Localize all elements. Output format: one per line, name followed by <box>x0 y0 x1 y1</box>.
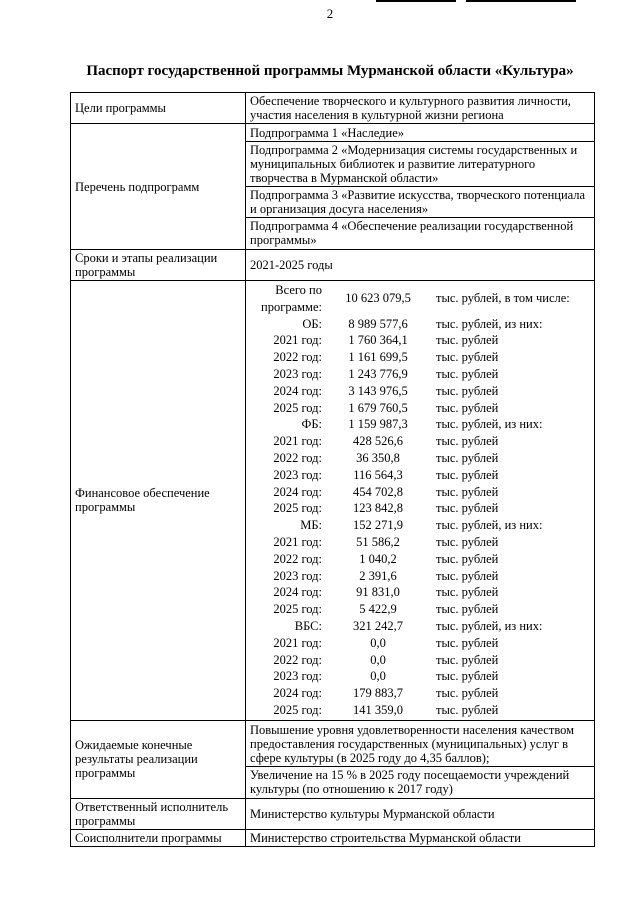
finance-key: 2021 год: <box>273 434 322 449</box>
table-row <box>71 829 595 846</box>
finance-line <box>250 601 590 618</box>
row-value: 2021-2025 годы <box>246 250 595 281</box>
finance-key: 2025 год: <box>273 501 322 516</box>
finance-unit: тыс. рублей <box>436 585 499 600</box>
finance-line <box>250 702 590 719</box>
finance-amount: 1 159 987,3 <box>348 417 408 432</box>
finance-unit: тыс. рублей <box>436 669 499 684</box>
finance-key: Всего по программе: <box>261 283 322 314</box>
finance-amount: 141 359,0 <box>353 702 403 717</box>
finance-line <box>250 668 590 685</box>
list-item: Подпрограмма 3 «Развитие искусства, творческого потенциала и организация досуга населения» <box>246 187 594 218</box>
finance-amount: 428 526,6 <box>353 434 403 449</box>
finance-amount: 454 702,8 <box>353 484 403 499</box>
finance-key: 2022 год: <box>273 450 322 465</box>
finance-unit: тыс. рублей <box>436 450 499 465</box>
finance-unit: тыс. рублей, из них: <box>436 618 543 633</box>
finance-amount: 152 271,9 <box>353 518 403 533</box>
finance-amount: 3 143 976,5 <box>348 383 408 398</box>
subprogram-list <box>246 124 595 250</box>
finance-line <box>250 584 590 601</box>
list-item: Подпрограмма 1 «Наследие» <box>246 125 594 142</box>
finance-key: ВБС: <box>294 618 322 633</box>
finance-line <box>250 366 590 383</box>
finance-unit: тыс. рублей <box>436 652 499 667</box>
finance-line <box>250 635 590 652</box>
finance-line <box>250 551 590 568</box>
finance-line <box>250 685 590 702</box>
finance-line <box>250 467 590 484</box>
program-passport-table <box>70 92 595 847</box>
finance-unit: тыс. рублей, в том числе: <box>436 291 570 306</box>
table-row <box>71 250 595 281</box>
finance-key: 2023 год: <box>273 568 322 583</box>
finance-line <box>250 517 590 534</box>
finance-key: 2025 год: <box>273 602 322 617</box>
finance-key: 2021 год: <box>273 534 322 549</box>
row-label: Финансовое обеспечение программы <box>71 281 246 721</box>
finance-key: 2024 год: <box>273 686 322 701</box>
finance-unit: тыс. рублей <box>436 568 499 583</box>
finance-amount: 10 623 079,5 <box>345 291 411 306</box>
finance-key: 2024 год: <box>273 383 322 398</box>
row-label: Ожидаемые конечные результаты реализации программы <box>71 720 246 798</box>
list-item: Подпрограмма 4 «Обеспечение реализации государственной программы» <box>250 219 574 247</box>
row-value: Министерство культуры Мурманской области <box>246 798 595 829</box>
finance-unit: тыс. рублей <box>436 350 499 365</box>
finance-key: 2025 год: <box>273 702 322 717</box>
finance-line <box>250 282 590 316</box>
finance-line <box>250 332 590 349</box>
finance-line <box>250 534 590 551</box>
finance-line <box>250 416 590 433</box>
finance-amount: 321 242,7 <box>353 618 403 633</box>
finance-amount: 2 391,6 <box>359 568 397 583</box>
finance-key: 2022 год: <box>273 551 322 566</box>
finance-key: 2024 год: <box>273 484 322 499</box>
finance-amount: 91 831,0 <box>356 585 400 600</box>
finance-unit: тыс. рублей <box>436 602 499 617</box>
finance-unit: тыс. рублей <box>436 467 499 482</box>
finance-line <box>250 316 590 333</box>
finance-amount: 0,0 <box>370 669 386 684</box>
finance-unit: тыс. рублей <box>436 434 499 449</box>
finance-key: 2023 год: <box>273 366 322 381</box>
finance-line <box>250 568 590 585</box>
finance-amount: 1 243 776,9 <box>348 366 408 381</box>
finance-amount: 1 679 760,5 <box>348 400 408 415</box>
finance-unit: тыс. рублей <box>436 702 499 717</box>
table-row <box>71 124 595 250</box>
finance-amount: 36 350,8 <box>356 450 400 465</box>
finance-unit: тыс. рублей <box>436 551 499 566</box>
table-row <box>71 93 595 124</box>
finance-amount: 1 161 699,5 <box>348 350 408 365</box>
finance-key: 2022 год: <box>273 350 322 365</box>
list-item: Повышение уровня удовлетворенности населения качеством предоставления государственных (муниципальных) услуг в сфере культуры (в 2025 году до 4,35 баллов); <box>246 722 594 767</box>
finance-unit: тыс. рублей <box>436 501 499 516</box>
row-label: Перечень подпрограмм <box>71 124 246 250</box>
finance-amount: 1 040,2 <box>359 551 397 566</box>
finance-amount: 0,0 <box>370 652 386 667</box>
finance-key: ОБ: <box>302 316 322 331</box>
row-value: Обеспечение творческого и культурного развития личности, участия населения в культурной жизни региона <box>246 93 595 124</box>
finance-unit: тыс. рублей, из них: <box>436 518 543 533</box>
finance-unit: тыс. рублей <box>436 333 499 348</box>
finance-amount: 0,0 <box>370 635 386 650</box>
finance-table <box>250 282 590 719</box>
finance-key: 2023 год: <box>273 669 322 684</box>
finance-unit: тыс. рублей <box>436 635 499 650</box>
finance-key: 2021 год: <box>273 635 322 650</box>
finance-amount: 123 842,8 <box>353 501 403 516</box>
finance-amount: 1 760 364,1 <box>348 333 408 348</box>
table-row <box>71 281 595 721</box>
finance-unit: тыс. рублей, из них: <box>436 417 543 432</box>
finance-line <box>250 450 590 467</box>
page-number: 2 <box>326 6 334 21</box>
finance-unit: тыс. рублей <box>436 534 499 549</box>
table-row <box>71 720 595 798</box>
finance-line <box>250 618 590 635</box>
table-row <box>71 798 595 829</box>
page-title: Паспорт государственной программы Мурманской области «Культура» <box>86 63 574 79</box>
finance-key: МБ: <box>300 518 322 533</box>
finance-key: 2025 год: <box>273 400 322 415</box>
finance-amount: 116 564,3 <box>353 467 403 482</box>
finance-line <box>250 484 590 501</box>
finance-amount: 5 422,9 <box>359 602 397 617</box>
finance-unit: тыс. рублей, из них: <box>436 316 543 331</box>
finance-key: 2024 год: <box>273 585 322 600</box>
row-label: Ответственный исполнитель программы <box>71 798 246 829</box>
finance-amount: 8 989 577,6 <box>348 316 408 331</box>
finance-key: 2022 год: <box>273 652 322 667</box>
finance-unit: тыс. рублей <box>436 484 499 499</box>
finance-amount: 51 586,2 <box>356 534 400 549</box>
finance-line <box>250 500 590 517</box>
row-label: Соисполнители программы <box>71 829 246 846</box>
list-item: Подпрограмма 2 «Модернизация системы государственных и муниципальных библиотек и развитие литературного творчества в Мурманской области» <box>246 142 594 187</box>
row-label: Сроки и этапы реализации программы <box>71 250 246 281</box>
row-value: Министерство строительства Мурманской области <box>246 829 595 846</box>
finance-line <box>250 349 590 366</box>
finance-line <box>250 433 590 450</box>
finance-cell <box>246 281 595 721</box>
list-item: Увеличение на 15 % в 2025 году посещаемости учреждений культуры (по отношению к 2017 году) <box>250 767 570 796</box>
finance-unit: тыс. рублей <box>436 400 499 415</box>
finance-unit: тыс. рублей <box>436 383 499 398</box>
finance-unit: тыс. рублей <box>436 686 499 701</box>
finance-line <box>250 400 590 417</box>
finance-key: ФБ: <box>301 417 322 432</box>
results-list <box>246 720 595 798</box>
top-edge-line <box>376 0 576 2</box>
finance-key: 2021 год: <box>273 333 322 348</box>
finance-line <box>250 383 590 400</box>
finance-line <box>250 652 590 669</box>
finance-key: 2023 год: <box>273 467 322 482</box>
row-label: Цели программы <box>71 93 246 124</box>
finance-amount: 179 883,7 <box>353 686 403 701</box>
finance-unit: тыс. рублей <box>436 366 499 381</box>
